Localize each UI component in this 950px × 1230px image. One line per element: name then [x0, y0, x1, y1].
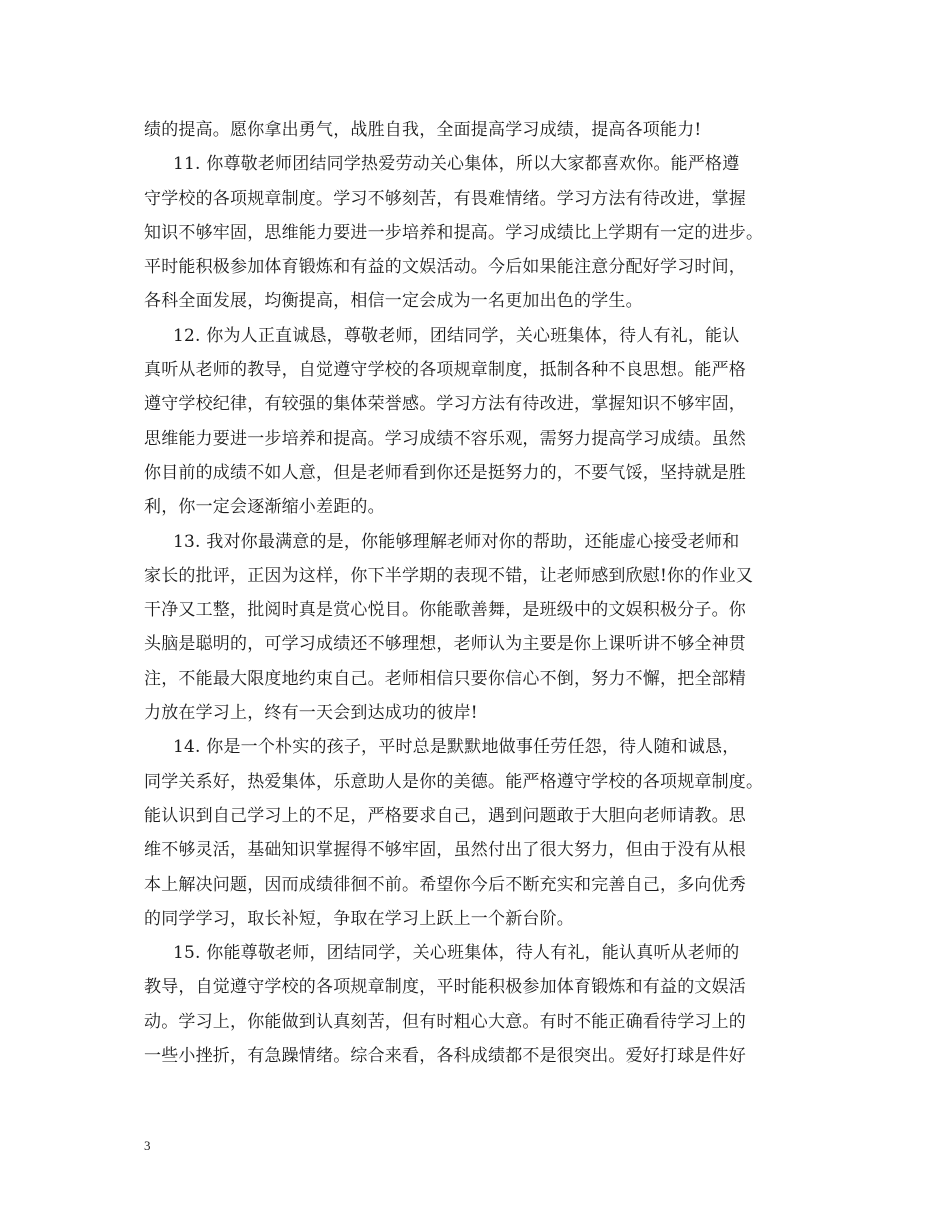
- text-line: 动。学习上，你能做到认真刻苦，但有时粗心大意。有时不能正确看待学习上的: [144, 1011, 746, 1032]
- paragraph-14-start: 14. 你是一个朴实的孩子，平时总是默默地做事任劳任怨，待人随和诚恳，: [173, 737, 740, 758]
- paragraph-13-start: 13. 我对你最满意的是，你能够理解老师对你的帮助，还能虚心接受老师和: [173, 531, 740, 552]
- text-line: 遵守学校纪律，有较强的集体荣誉感。学习方法有待改进，掌握知识不够牢固，: [144, 394, 746, 415]
- text-line: 干净又工整，批阅时真是赏心悦目。你能歌善舞，是班级中的文娱积极分子。你: [144, 600, 746, 621]
- text-line: 教导，自觉遵守学校的各项规章制度，平时能积极参加体育锻炼和有益的文娱活: [144, 977, 746, 998]
- text-line: 各科全面发展，均衡提高，相信一定会成为一名更加出色的学生。: [144, 291, 643, 312]
- text-line: 本上解决问题，因而成绩徘徊不前。希望你今后不断充实和完善自己，多向优秀: [144, 874, 746, 895]
- text-line: 知识不够牢固，思维能力要进一步培养和提高。学习成绩比上学期有一定的进步。: [144, 222, 764, 243]
- text-line: 同学关系好，热爱集体，乐意助人是你的美德。能严格遵守学校的各项规章制度。: [144, 771, 764, 792]
- text-line: 绩的提高。愿你拿出勇气，战胜自我，全面提高学习成绩，提高各项能力!: [144, 120, 702, 140]
- text-line: 你目前的成绩不如人意，但是老师看到你还是挺努力的，不要气馁，坚持就是胜: [144, 462, 746, 483]
- text-line: 思维能力要进一步培养和提高。学习成绩不容乐观，需努力提高学习成绩。虽然: [144, 428, 746, 449]
- paragraph-11-start: 11. 你尊敬老师团结同学热爱劳动关心集体，所以大家都喜欢你。能严格遵: [173, 154, 740, 175]
- text-line: 维不够灵活，基础知识掌握得不够牢固，虽然付出了很大努力，但由于没有从根: [144, 840, 746, 861]
- text-line: 平时能积极参加体育锻炼和有益的文娱活动。今后如果能注意分配好学习时间，: [144, 257, 746, 278]
- page-number: 3: [144, 1138, 151, 1153]
- text-line: 守学校的各项规章制度。学习不够刻苦，有畏难情绪。学习方法有待改进，掌握: [144, 188, 746, 209]
- text-line: 真听从老师的教导，自觉遵守学校的各项规章制度，抵制各种不良思想。能严格: [144, 360, 746, 381]
- text-line: 一些小挫折，有急躁情绪。综合来看，各科成绩都不是很突出。爱好打球是件好: [144, 1046, 746, 1067]
- text-line: 头脑是聪明的，可学习成绩还不够理想，老师认为主要是你上课听讲不够全神贯: [144, 634, 746, 655]
- text-line: 能认识到自己学习上的不足，严格要求自己，遇到问题敢于大胆向老师请教。思: [144, 805, 746, 826]
- text-line: 力放在学习上，终有一天会到达成功的彼岸!: [144, 703, 478, 724]
- text-line: 的同学学习，取长补短，争取在学习上跃上一个新台阶。: [144, 908, 574, 929]
- paragraph-12-start: 12. 你为人正直诚恳，尊敬老师，团结同学，关心班集体，待人有礼，能认: [173, 325, 740, 346]
- text-line: 注，不能最大限度地约束自己。老师相信只要你信心不倒，努力不懈，把全部精: [144, 668, 746, 689]
- paragraph-15-start: 15. 你能尊敬老师，团结同学，关心班集体，待人有礼，能认真听从老师的: [173, 943, 740, 964]
- text-line: 利，你一定会逐渐缩小差距的。: [144, 497, 385, 518]
- text-line: 家长的批评，正因为这样，你下半学期的表现不错，让老师感到欣慰!你的作业又: [144, 565, 754, 586]
- body-text: [144, 113, 814, 1073]
